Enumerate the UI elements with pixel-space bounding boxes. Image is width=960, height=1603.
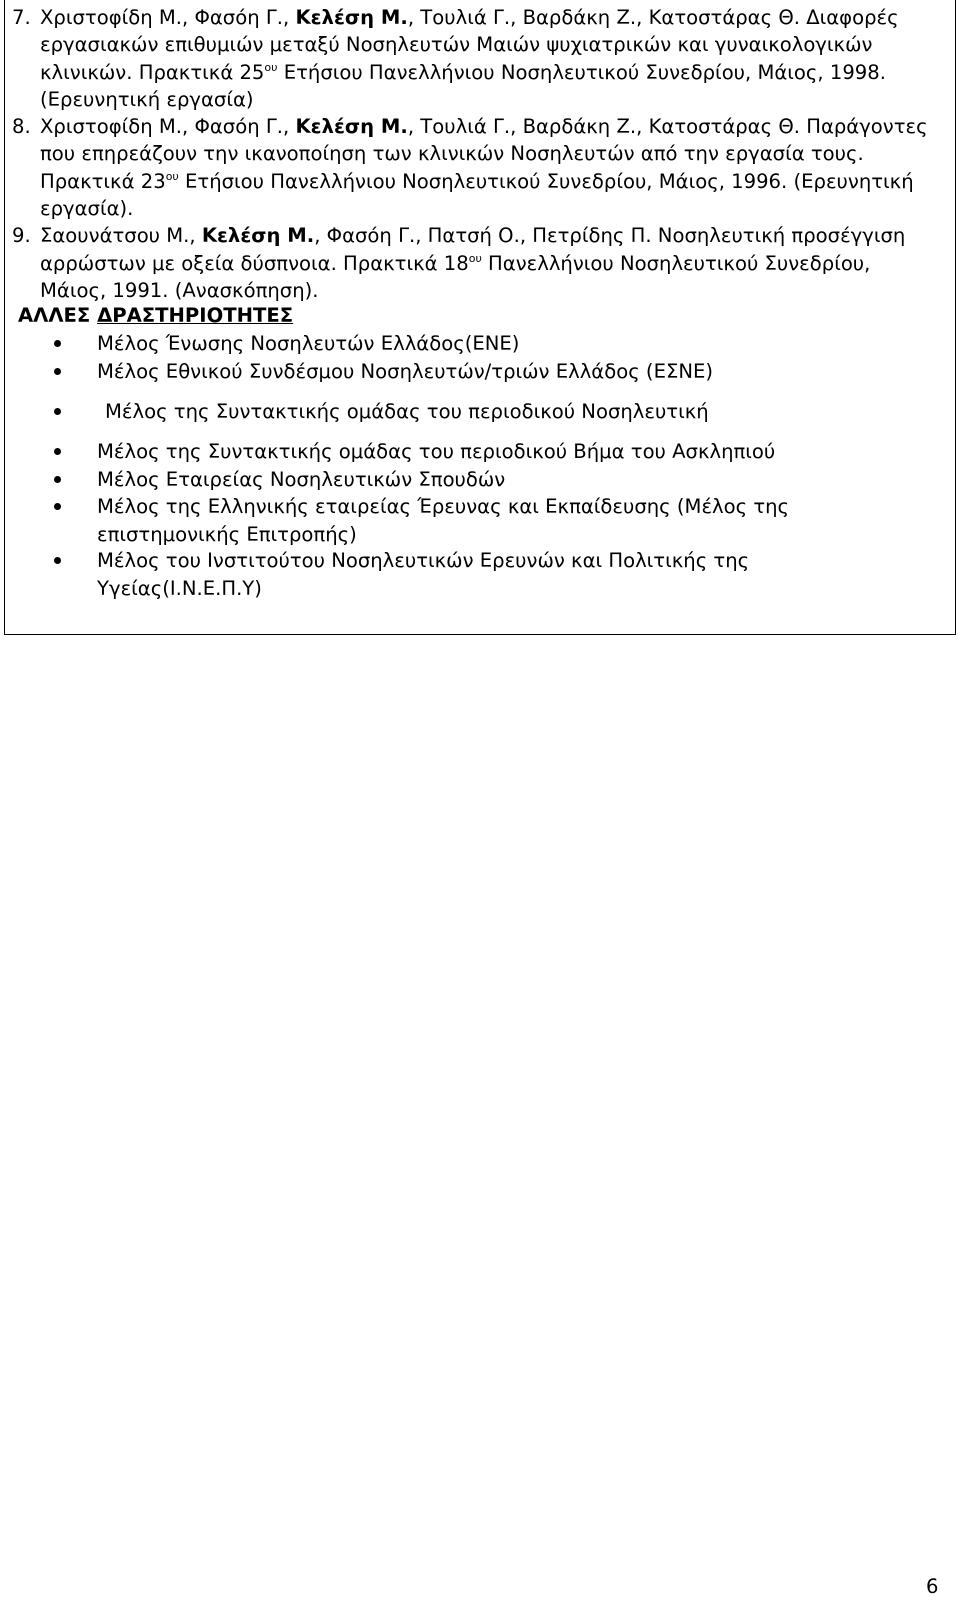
publication-number: 9. <box>12 224 31 248</box>
page-number: 6 <box>926 1575 939 1598</box>
heading-underlined-word: ΔΡΑΣΤΗΡΙΟΤΗΤΕΣ <box>97 304 294 327</box>
activity-text: Μέλος της Συντακτικής ομάδας του περιοδικού Βήμα του Ασκληπιού <box>97 440 776 463</box>
publication-text <box>40 4 942 113</box>
activity-text: Μέλος της Ελληνικής εταιρείας Έρευνας και Εκπαίδευσης (Μέλος της επιστημονικής Επιτροπής) <box>97 495 790 546</box>
publication-item <box>12 113 942 222</box>
activity-text: Μέλος Ένωσης Νοσηλευτών Ελλάδος(ΕΝΕ) <box>97 332 520 355</box>
citation-ending: Πανελλήνιου Νοσηλευτικού Συνεδρίου, Μάιος, 1991. (Ανασκόπηση). <box>40 251 871 302</box>
activity-text: Μέλος Εταιρείας Νοσηλευτικών Σπουδών <box>97 468 506 491</box>
citation-ending: Ετήσιου Πανελλήνιου Νοσηλευτικού Συνεδρίου, Μάιος, 1996. (Ερευνητική εργασία). <box>40 169 914 221</box>
activity-text: Μέλος της Συντακτικής ομάδας του περιοδικού Νοσηλευτική <box>105 400 709 423</box>
citation-text: , Φασόη Γ., Πατσή Ο., Πετρίδης Π. Νοσηλευτική προσέγγιση αρρώστων με οξεία δύσπνοια. Πρακτικά 18 <box>40 224 906 275</box>
bullet-icon <box>54 476 61 483</box>
publication-number: 8. <box>12 115 31 139</box>
authors-before: Σαουνάτσου Μ., <box>40 224 202 248</box>
heading-word: ΑΛΛΕΣ <box>18 304 91 327</box>
citation-ending: Ετήσιου Πανελλήνιου Νοσηλευτικού Συνεδρίου, Μάιος, 1998. (Ερευνητική εργασία) <box>40 60 886 111</box>
bullet-icon <box>54 557 61 564</box>
highlighted-author: Κελέση Μ. <box>295 115 408 139</box>
bullet-icon <box>54 340 61 347</box>
bullet-icon <box>54 408 61 415</box>
highlighted-author: Κελέση Μ. <box>295 6 408 29</box>
section-heading <box>18 303 293 329</box>
publication-text <box>40 222 942 304</box>
authors-before: Χριστοφίδη Μ., Φασόη Γ., <box>40 115 296 139</box>
authors-before: Χριστοφίδη Μ., Φασόη Γ., <box>40 6 296 29</box>
citation-text: , Τουλιά Γ., Βαρδάκη Ζ., Κατοστάρας Θ. Παράγοντες που επηρεάζουν την ικανοποίηση των κλινικών Νοσηλευτών από την εργασία τους. Πρακτικά 23 <box>40 115 928 193</box>
publication-number: 7. <box>12 6 31 29</box>
publications-list <box>12 4 942 304</box>
publication-item <box>12 4 942 113</box>
ordinal-suffix: ου <box>264 60 278 74</box>
activity-text: Μέλος του Ινστιτούτου Νοσηλευτικών Ερευνών και Πολιτικής της Υγείας(Ι.Ν.Ε.Π.Υ) <box>97 549 750 600</box>
publication-item <box>12 222 942 304</box>
ordinal-suffix: ου <box>468 251 482 265</box>
highlighted-author: Κελέση Μ. <box>201 224 315 248</box>
ordinal-suffix: ου <box>165 169 179 183</box>
publication-text <box>40 113 942 222</box>
citation-text: , Τουλιά Γ., Βαρδάκη Ζ., Κατοστάρας Θ. Διαφορές εργασιακών επιθυμιών μεταξύ Νοσηλευτών Μαιών ψυχιατρικών και γυναικολογικών κλινικών. Πρακτικά 25 <box>40 6 899 84</box>
activity-text: Μέλος Εθνικού Συνδέσμου Νοσηλευτών/τριών Ελλάδος (ΕΣΝΕ) <box>97 360 714 383</box>
bullet-icon <box>54 503 61 510</box>
bullet-icon <box>54 448 61 455</box>
bullet-icon <box>54 368 61 375</box>
